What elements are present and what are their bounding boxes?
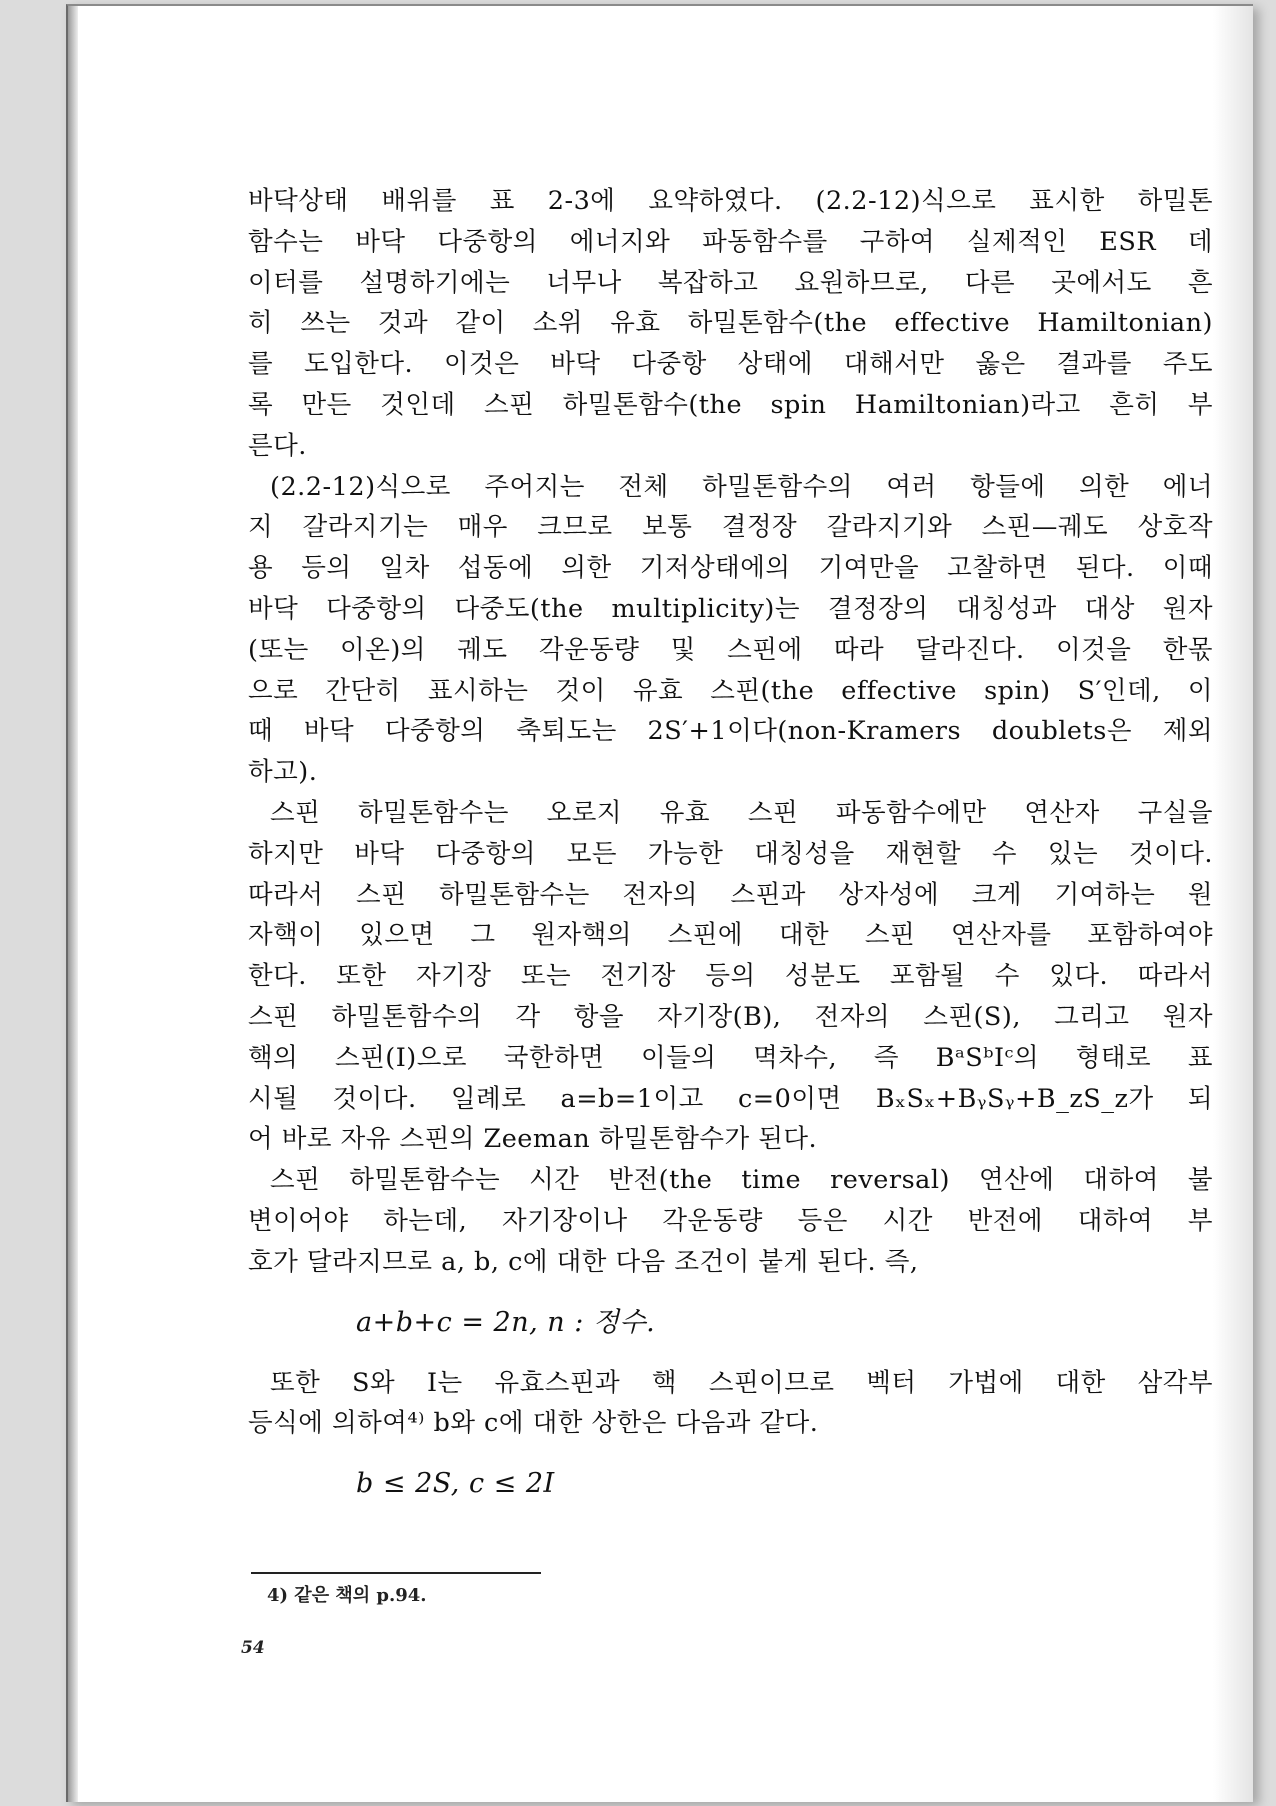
text-line: 때 바닥 다중항의 축퇴도는 2S′+1이다(non-Kramers doublets은 제외 (248, 716, 1213, 747)
page-edge-shadow (1213, 6, 1253, 1802)
text-line: (또는 이온)의 궤도 각운동량 및 스핀에 따라 달라진다. 이것을 한몫 (248, 634, 1213, 665)
text-line: 를 도입한다. 이것은 바닥 다중항 상태에 대해서만 옳은 결과를 주도 (248, 349, 1213, 380)
text-line: 용 등의 일차 섭동에 의한 기저상태에의 기여만을 고찰하면 된다. 이때 (248, 553, 1213, 584)
text-line: 바닥 다중항의 다중도(the multiplicity)는 결정장의 대칭성과 대상 원자 (248, 593, 1213, 624)
footnote: 4) 같은 책의 p.94. (267, 1585, 427, 1606)
text-line: 하고). (248, 757, 318, 788)
text-line: 른다. (248, 430, 307, 461)
text-line: 호가 달라지므로 a, b, c에 대한 다음 조건이 붙게 된다. 즉, (248, 1246, 919, 1277)
equation-parity-condition: a+b+c = 2n, n : 정수. (356, 1306, 656, 1338)
text-line: 히 쓰는 것과 같이 소위 유효 하밀톤함수(the effective Hamiltonian) (248, 308, 1213, 339)
text-line: 록 만든 것인데 스핀 하밀톤함수(the spin Hamiltonian)라고 흔히 부 (248, 389, 1213, 420)
text-line: (2.2-12)식으로 주어지는 전체 하밀톤함수의 여러 항들에 의한 에너 (270, 471, 1213, 502)
body-text (248, 181, 1213, 1524)
text-line: 함수는 바닥 다중항의 에너지와 파동함수를 구하여 실제적인 ESR 데 (248, 226, 1213, 257)
text-line: 이터를 설명하기에는 너무나 복잡하고 요원하므로, 다른 곳에서도 흔 (248, 267, 1213, 298)
page-number: 54 (241, 1638, 265, 1658)
footnote-divider (251, 1572, 541, 1574)
text-line: 바닥상태 배위를 표 2-3에 요약하였다. (2.2-12)식으로 표시한 하밀톤 (248, 186, 1214, 216)
page-binding-shadow (68, 6, 78, 1802)
text-line: 으로 간단히 표시하는 것이 유효 스핀(the effective spin) S′인데, 이 (248, 675, 1213, 706)
equation-upper-bounds: b ≤ 2S, c ≤ 2I (356, 1468, 555, 1500)
text-line: 하지만 바닥 다중항의 모든 가능한 대칭성을 재현할 수 있는 것이다. (248, 838, 1213, 869)
text-line: 시될 것이다. 일례로 a=b=1이고 c=0이면 BₓSₓ+BᵧSᵧ+B_zS_z가 되 (248, 1083, 1213, 1114)
text-line: 자핵이 있으면 그 원자핵의 스핀에 대한 스핀 연산자를 포함하여야 (248, 920, 1213, 951)
text-line: 한다. 또한 자기장 또는 전기장 등의 성분도 포함될 수 있다. 따라서 (248, 961, 1213, 992)
text-line: 핵의 스핀(I)으로 국한하면 이들의 멱차수, 즉 BᵃSᵇIᶜ의 형태로 표 (248, 1042, 1213, 1073)
text-line: 스핀 하밀톤함수는 시간 반전(the time reversal) 연산에 대하여 불 (270, 1165, 1213, 1196)
text-line: 또한 S와 I는 유효스핀과 핵 스핀이므로 벡터 가법에 대한 삼각부 (270, 1367, 1213, 1398)
book-page (66, 4, 1253, 1802)
text-line: 지 갈라지기는 매우 크므로 보통 결정장 갈라지기와 스핀—궤도 상호작 (248, 512, 1213, 543)
text-line: 따라서 스핀 하밀톤함수는 전자의 스핀과 상자성에 크게 기여하는 원 (248, 879, 1213, 910)
text-line: 어 바로 자유 스핀의 Zeeman 하밀톤함수가 된다. (248, 1124, 818, 1155)
text-line: 등식에 의하여⁴⁾ b와 c에 대한 상한은 다음과 같다. (248, 1408, 819, 1439)
text-line: 스핀 하밀톤함수는 오로지 유효 스핀 파동함수에만 연산자 구실을 (270, 797, 1213, 828)
text-line: 스핀 하밀톤함수의 각 항을 자기장(B), 전자의 스핀(S), 그리고 원자 (248, 1001, 1213, 1032)
text-line: 변이어야 하는데, 자기장이나 각운동량 등은 시간 반전에 대하여 부 (248, 1205, 1213, 1236)
